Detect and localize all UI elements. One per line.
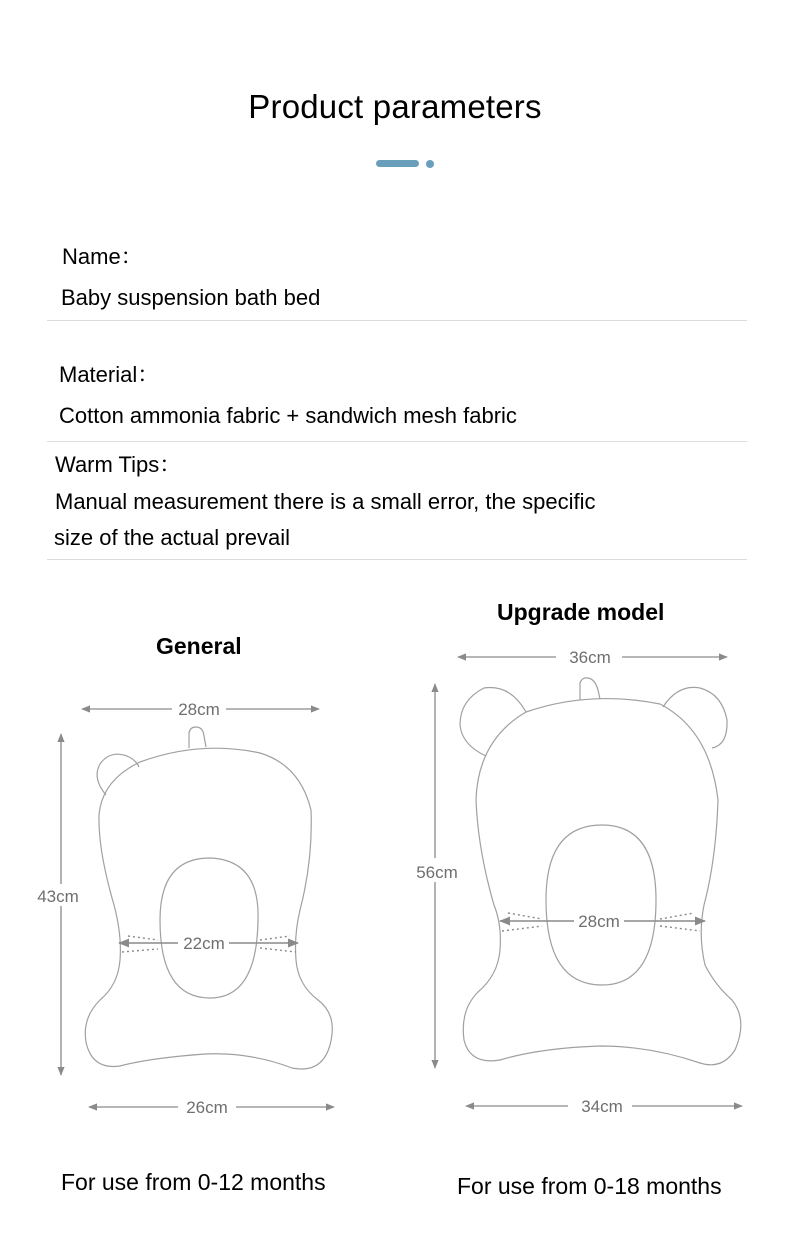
upgrade-model-title: Upgrade model <box>497 599 665 625</box>
material-value: Cotton ammonia fabric + sandwich mesh fabric <box>59 403 517 428</box>
upgrade-usage-label: For use from 0-18 months <box>457 1173 722 1199</box>
page-title: Product parameters <box>248 88 542 125</box>
upgrade-height-label: 56cm <box>416 863 458 882</box>
warm-tips-value-line1: Manual measurement there is a small error, the specific <box>55 489 596 514</box>
general-waist-width-label: 22cm <box>183 934 225 953</box>
general-height-label: 43cm <box>37 887 79 906</box>
warm-tips-value-line2: size of the actual prevail <box>54 525 291 550</box>
general-model-title: General <box>156 633 242 659</box>
general-bath-bed-diagram <box>37 700 334 1117</box>
warm-tips-label: Warm Tips： <box>55 452 182 477</box>
upgrade-waist-width-label: 28cm <box>578 912 620 931</box>
name-value: Baby suspension bath bed <box>61 285 321 310</box>
material-label: Material： <box>59 362 160 387</box>
upgrade-bath-bed-diagram <box>416 648 742 1116</box>
general-top-width-label: 28cm <box>178 700 220 719</box>
upgrade-bottom-width-label: 34cm <box>581 1097 623 1116</box>
general-bottom-width-label: 26cm <box>186 1098 228 1117</box>
upgrade-top-width-label: 36cm <box>569 648 611 667</box>
name-label: Name： <box>62 244 143 269</box>
general-usage-label: For use from 0-12 months <box>61 1169 326 1195</box>
